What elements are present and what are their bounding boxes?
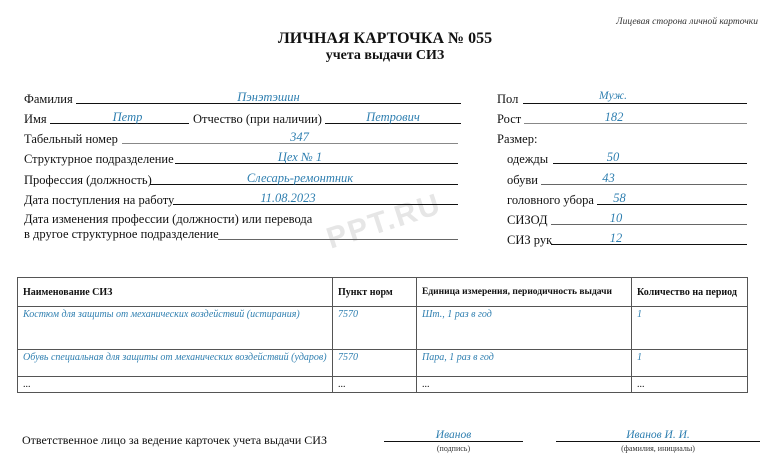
headwear-size-label: головного убора [507, 193, 594, 207]
gloves-size-label: СИЗ рук [507, 233, 553, 247]
header-quantity: Количество на период [632, 278, 748, 307]
hire-date-value: 11.08.2023 [260, 191, 316, 205]
clothes-size-value: 50 [606, 150, 620, 164]
sizod-size-label: СИЗОД [507, 213, 548, 227]
surname-value: Пэнэтэшин [237, 90, 300, 104]
signature-value: Иванов [435, 429, 472, 441]
change-date-field[interactable] [218, 225, 458, 240]
header-unit-periodicity: Единица измерения, периодичность выдачи [417, 278, 632, 307]
size-label: Размер: [497, 132, 538, 146]
name-label: Имя [24, 112, 47, 126]
responsible-person-label: Ответственное лицо за ведение карточек учета выдачи СИЗ [22, 433, 327, 447]
cell-unit-periodicity: ... [417, 377, 632, 393]
cell-norm-item: 7570 [333, 307, 417, 350]
cell-norm-item: ... [333, 377, 417, 393]
card-title: ЛИЧНАЯ КАРТОЧКА № 055 [277, 30, 493, 47]
profession-label: Профессия (должность) [24, 173, 152, 187]
cell-quantity: 1 [632, 350, 748, 377]
patronymic-value: Петрович [366, 110, 420, 124]
cell-unit-periodicity: Шт., 1 раз в год [417, 307, 632, 350]
table-row [18, 307, 748, 350]
table-header-row [18, 278, 748, 307]
change-date-label-line2: в другое структурное подразделение [24, 227, 219, 241]
tab-number-label: Табельный номер [24, 132, 118, 146]
cell-unit-periodicity: Пара, 1 раз в год [417, 350, 632, 377]
department-value: Цех № 1 [277, 150, 323, 164]
department-label: Структурное подразделение [24, 152, 174, 166]
cell-quantity: ... [632, 377, 748, 393]
tab-number-value: 347 [290, 130, 309, 144]
gloves-size-value: 12 [609, 231, 623, 245]
header-ppe-name: Наименование СИЗ [18, 278, 333, 307]
sizod-size-value: 10 [609, 211, 623, 225]
cell-ppe-name: Обувь специальная для защиты от механических воздействий (ударов) [18, 350, 333, 377]
shoes-size-value: 43 [602, 171, 615, 185]
table-row [18, 350, 748, 377]
change-date-label-line1: Дата изменения профессии (должности) или перевода [24, 212, 313, 226]
surname-label: Фамилия [24, 92, 73, 106]
header-norm-item: Пункт норм [333, 278, 417, 307]
cell-ppe-name: Костюм для защиты от механических воздействий (истирания) [18, 307, 333, 350]
hire-date-label: Дата поступления на работу [24, 193, 175, 207]
signature-caption: (подпись) [436, 444, 471, 453]
responsible-name-value: Иванов И. И. [626, 429, 690, 441]
shoes-size-label: обуви [507, 173, 538, 187]
cell-norm-item: 7570 [333, 350, 417, 377]
sex-label: Пол [497, 92, 519, 106]
responsible-name-caption: (фамилия, инициалы) [621, 444, 695, 453]
ppe-table [17, 277, 748, 393]
profession-value: Слесарь-ремонтник [246, 171, 354, 185]
sex-value: Муж. [599, 90, 627, 102]
table-row [18, 377, 748, 393]
name-value: Петр [112, 110, 143, 124]
height-label: Рост [497, 112, 522, 126]
card-subtitle: учета выдачи СИЗ [325, 48, 445, 63]
headwear-size-value: 58 [613, 191, 626, 205]
cell-quantity: 1 [632, 307, 748, 350]
clothes-size-label: одежды [507, 152, 549, 166]
patronymic-label: Отчество (при наличии) [193, 112, 322, 126]
cell-ppe-name: ... [18, 377, 333, 393]
watermark: PPT.RU [322, 187, 446, 256]
height-value: 182 [604, 110, 624, 124]
corner-note: Лицевая сторона личной карточки [616, 17, 758, 27]
